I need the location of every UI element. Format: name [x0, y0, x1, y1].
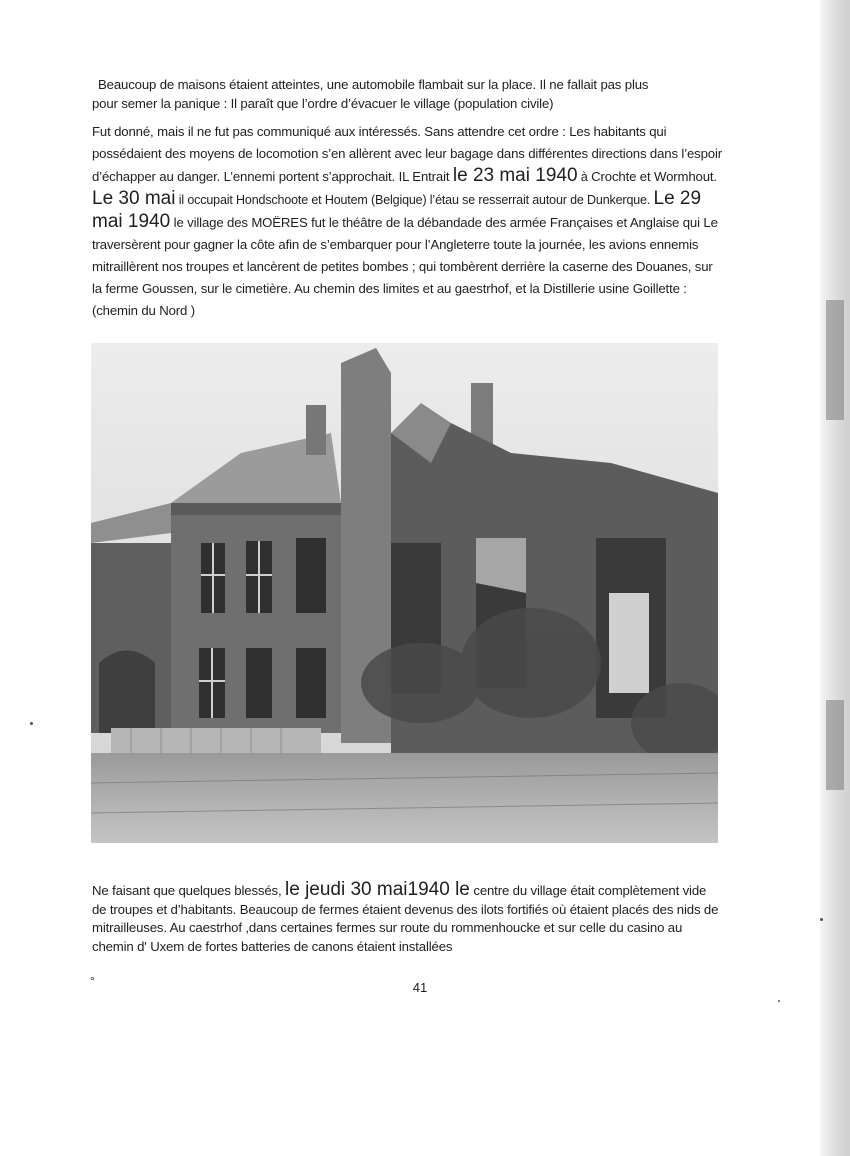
- paragraph-2-text: Fut donné, mais il ne fut pas communiqué aux intéressés. Sans attendre cet ordre : Les habitants qui possédaient des moyens de locomotion s’en allèrent avec leur bagage dans différentes directions dans l’espoir d’échapper au danger. L’ennemi portent s’approchait. IL Entrait: [92, 124, 722, 184]
- date-jeudi-30-mai-1940: le jeudi 30 mai1940 le: [285, 879, 470, 900]
- scan-mark: [826, 700, 844, 790]
- paragraph-2-text: le village des MOËRES fut le théâtre de la débandade des armée Françaises et Anglaise qui Le traversèrent pour gagner la côte afin de s’embarquer pour l’Angleterre toute la journée, les avions ennemis mitraillèrent nos troupes et lancèrent de petites bombes ; qui tombèrent derrière la caserne des Douanes, sur la ferme Goussen, sur le cimetière. Au chemin des limites et au gaestrhof, et la Distillerie usine Goillette : (chemin du Nord ): [92, 215, 718, 318]
- paragraph-2-text: il occupait Hondschoote et Houtem (Belgique) l’étau se resserrait autour de Dunkerque.: [175, 193, 654, 207]
- ruined-building-illustration: [91, 343, 718, 843]
- paragraph-1-line-1: Beaucoup de maisons étaient atteintes, une automobile flambait sur la place. Il ne fallait pas plus: [98, 77, 649, 92]
- scan-edge-shadow: [820, 0, 850, 1156]
- paragraph-2-text: à: [577, 170, 588, 184]
- date-23-mai-1940: le 23 mai 1940: [452, 165, 578, 186]
- paragraph-1-line-2: pour semer la panique : Il paraît que l’ordre d’évacuer le village (population civile): [92, 95, 554, 111]
- ruined-building-photo: [91, 343, 718, 843]
- paragraph-2: [92, 121, 722, 322]
- page-number: 41: [412, 980, 428, 995]
- date-30-mai: Le 30 mai: [92, 188, 176, 209]
- scan-speck: [820, 918, 823, 921]
- scan-speck: [778, 1000, 780, 1002]
- paragraph-3-text: Ne faisant que quelques blessés,: [92, 883, 285, 898]
- scan-speck: [30, 722, 33, 725]
- paragraph-3: [92, 881, 722, 956]
- paragraph-2-text: Crochte et Wormhout.: [591, 169, 717, 184]
- scan-mark: [826, 300, 844, 420]
- date-29-mai-1940: Le 29 mai 1940: [92, 188, 702, 232]
- degree-mark: °: [90, 974, 95, 988]
- paragraph-1: [92, 76, 722, 113]
- paragraph-3-text: centre du village était complètement vide de troupes et d’habitants. Beaucoup de fermes étaient devenus des ilots fortifiés où étaient placés des nids de mitrailleuses. Au caestrhof ,dans certaines fermes sur route du rommenhoucke et sur celle du casino au chemin d' Uxem de fortes batteries de canons étaient installées: [92, 883, 719, 954]
